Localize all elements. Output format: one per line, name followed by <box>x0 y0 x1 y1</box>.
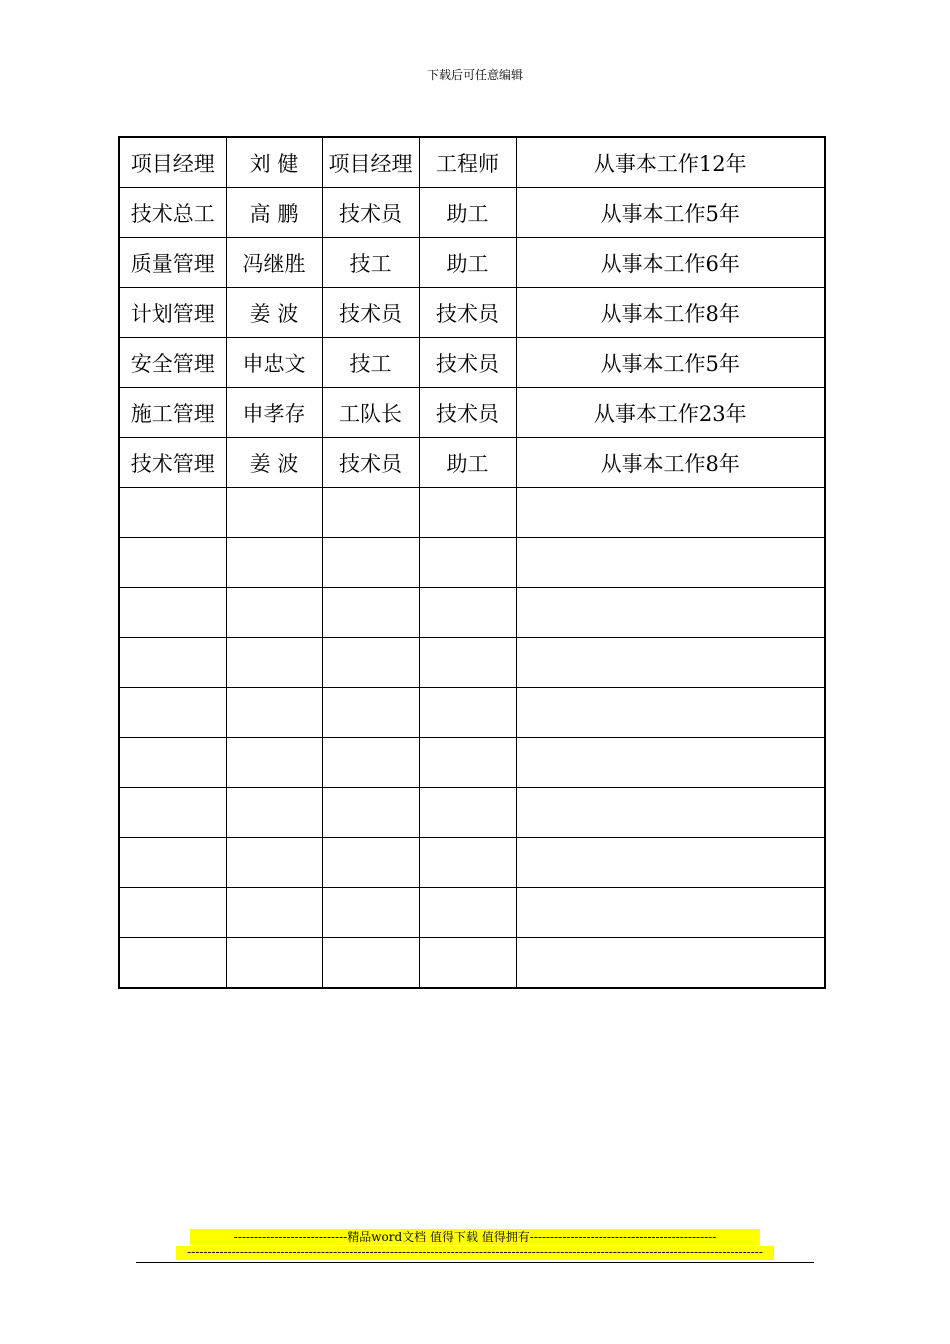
grade-cell: 助工 <box>419 188 516 238</box>
footer-rule <box>136 1262 814 1263</box>
empty-cell <box>322 888 419 938</box>
title-cell: 工队长 <box>322 388 419 438</box>
experience-cell: 从事本工作5年 <box>516 338 825 388</box>
empty-cell <box>119 788 226 838</box>
footer-banner: ----------------------------精品word文档 值得下载 值得拥有---------------------------------------------- <box>190 1229 760 1245</box>
title-cell: 技术员 <box>322 288 419 338</box>
empty-cell <box>419 588 516 638</box>
empty-cell <box>419 838 516 888</box>
empty-cell <box>419 538 516 588</box>
empty-table-row <box>119 888 825 938</box>
empty-cell <box>119 538 226 588</box>
grade-cell: 工程师 <box>419 137 516 188</box>
position-cell: 安全管理 <box>119 338 226 388</box>
empty-cell <box>516 488 825 538</box>
empty-cell <box>322 838 419 888</box>
empty-cell <box>322 688 419 738</box>
experience-cell: 从事本工作23年 <box>516 388 825 438</box>
name-cell: 刘 健 <box>226 137 322 188</box>
table-row <box>119 188 825 238</box>
name-cell: 申孝存 <box>226 388 322 438</box>
empty-cell <box>322 788 419 838</box>
empty-cell <box>226 538 322 588</box>
grade-cell: 助工 <box>419 438 516 488</box>
name-cell: 冯继胜 <box>226 238 322 288</box>
empty-cell <box>322 588 419 638</box>
table-row <box>119 238 825 288</box>
position-cell: 项目经理 <box>119 137 226 188</box>
empty-cell <box>119 488 226 538</box>
empty-cell <box>516 688 825 738</box>
empty-cell <box>226 938 322 989</box>
position-cell: 技术管理 <box>119 438 226 488</box>
table-row <box>119 438 825 488</box>
table-row <box>119 288 825 338</box>
empty-cell <box>516 538 825 588</box>
empty-cell <box>119 588 226 638</box>
title-cell: 技工 <box>322 338 419 388</box>
empty-cell <box>419 738 516 788</box>
empty-cell <box>419 938 516 989</box>
empty-table-row <box>119 838 825 888</box>
empty-cell <box>419 888 516 938</box>
empty-cell <box>226 838 322 888</box>
empty-cell <box>516 838 825 888</box>
title-cell: 技术员 <box>322 438 419 488</box>
name-cell: 姜 波 <box>226 288 322 338</box>
empty-cell <box>322 538 419 588</box>
grade-cell: 技术员 <box>419 338 516 388</box>
empty-cell <box>322 638 419 688</box>
experience-cell: 从事本工作5年 <box>516 188 825 238</box>
empty-cell <box>226 788 322 838</box>
name-cell: 姜 波 <box>226 438 322 488</box>
empty-cell <box>516 888 825 938</box>
empty-cell <box>419 638 516 688</box>
empty-table-row <box>119 538 825 588</box>
header-note: 下载后可任意编辑 <box>426 68 523 82</box>
empty-cell <box>419 688 516 738</box>
position-cell: 质量管理 <box>119 238 226 288</box>
empty-cell <box>119 638 226 688</box>
title-cell: 技工 <box>322 238 419 288</box>
empty-cell <box>119 838 226 888</box>
table-row <box>119 388 825 438</box>
empty-cell <box>226 488 322 538</box>
empty-cell <box>516 738 825 788</box>
position-cell: 技术总工 <box>119 188 226 238</box>
empty-table-row <box>119 588 825 638</box>
table-row <box>119 338 825 388</box>
experience-cell: 从事本工作8年 <box>516 438 825 488</box>
title-cell: 技术员 <box>322 188 419 238</box>
experience-cell: 从事本工作6年 <box>516 238 825 288</box>
empty-cell <box>226 588 322 638</box>
empty-cell <box>516 638 825 688</box>
empty-cell <box>226 888 322 938</box>
position-cell: 施工管理 <box>119 388 226 438</box>
empty-table-row <box>119 738 825 788</box>
empty-cell <box>419 488 516 538</box>
empty-table-row <box>119 688 825 738</box>
empty-cell <box>322 938 419 989</box>
empty-cell <box>119 688 226 738</box>
grade-cell: 助工 <box>419 238 516 288</box>
title-cell: 项目经理 <box>322 137 419 188</box>
empty-cell <box>322 488 419 538</box>
empty-table-row <box>119 638 825 688</box>
empty-cell <box>226 738 322 788</box>
empty-cell <box>226 688 322 738</box>
staff-table <box>118 136 826 989</box>
empty-cell <box>119 738 226 788</box>
experience-cell: 从事本工作8年 <box>516 288 825 338</box>
empty-cell <box>516 788 825 838</box>
empty-cell <box>119 888 226 938</box>
table-row <box>119 137 825 188</box>
empty-cell <box>119 938 226 989</box>
position-cell: 计划管理 <box>119 288 226 338</box>
experience-cell: 从事本工作12年 <box>516 137 825 188</box>
footer-dashes: ---------------------------------------------------------------------------------------------------------------------------------------------- <box>176 1246 774 1260</box>
grade-cell: 技术员 <box>419 288 516 338</box>
empty-cell <box>419 788 516 838</box>
empty-cell <box>226 638 322 688</box>
empty-table-row <box>119 788 825 838</box>
name-cell: 申忠文 <box>226 338 322 388</box>
empty-cell <box>322 738 419 788</box>
name-cell: 高 鹏 <box>226 188 322 238</box>
empty-table-row <box>119 938 825 989</box>
empty-cell <box>516 588 825 638</box>
staff-table-body <box>119 137 825 988</box>
empty-table-row <box>119 488 825 538</box>
empty-cell <box>516 938 825 989</box>
grade-cell: 技术员 <box>419 388 516 438</box>
